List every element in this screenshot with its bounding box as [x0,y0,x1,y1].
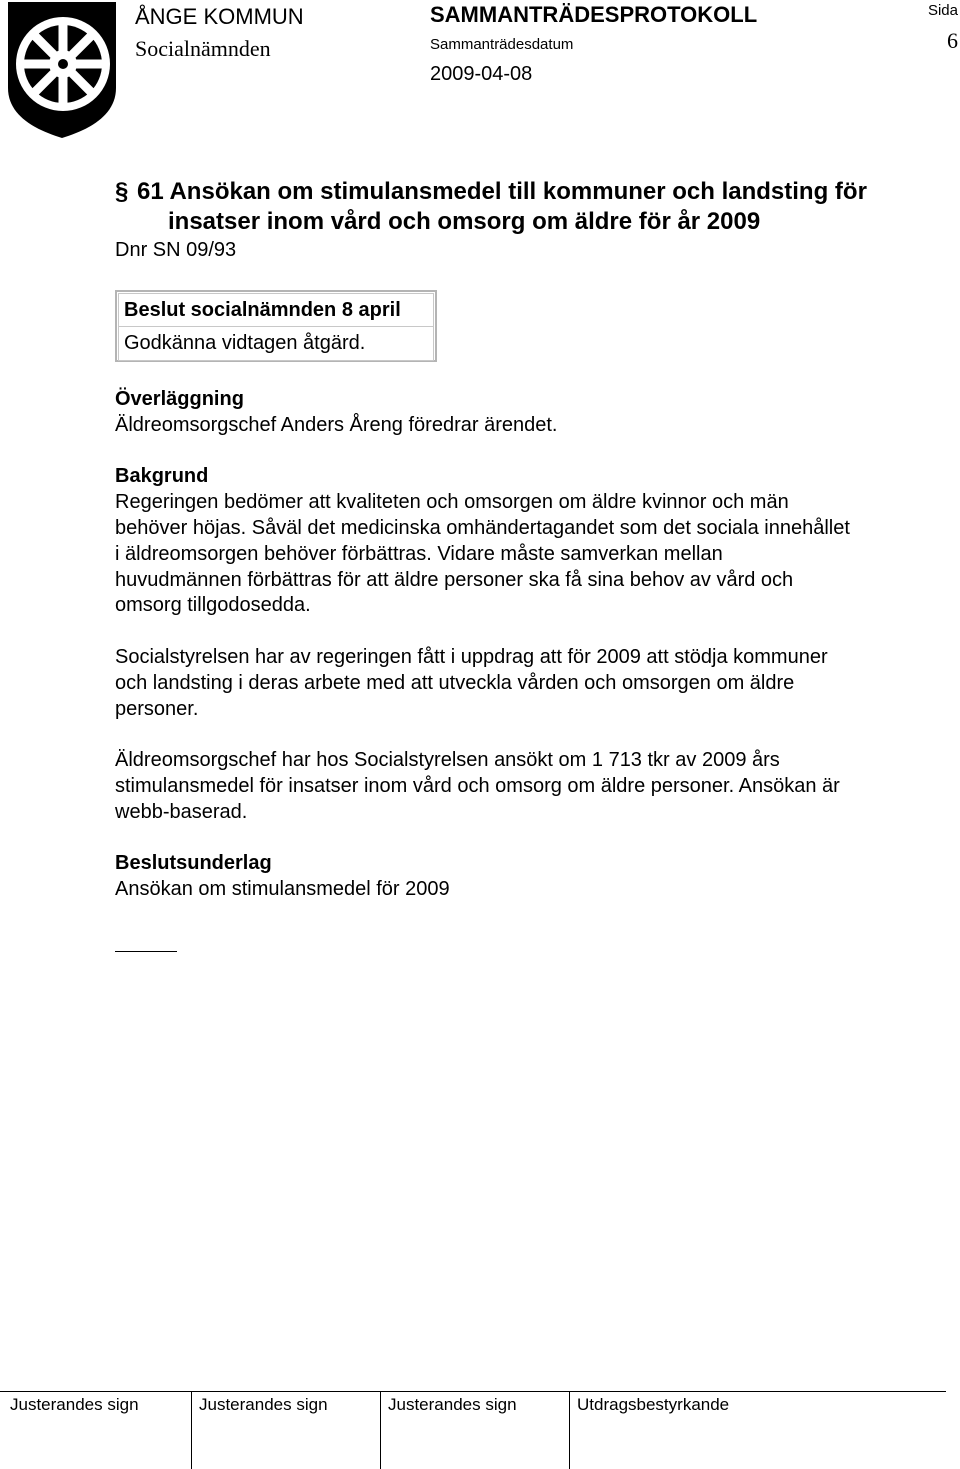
paragraph-line: omsorg tillgodosedda. [115,594,311,617]
section-sign: § [115,178,129,205]
case-title-line-1: 61 Ansökan om stimulansmedel till kommuner och landsting för [137,178,867,205]
page-label: Sida [927,2,958,19]
case-reference-number: Dnr SN 09/93 [115,239,237,261]
wheel-axle [58,59,68,69]
background-section [115,464,960,619]
basis-heading: Beslutsunderlag [115,852,272,875]
end-of-section-rule [115,951,177,952]
paragraph-line: Socialstyrelsen har av regeringen fått i uppdrag att för 2009 att stödja kommuner [115,645,828,668]
paragraph-line: Äldreomsorgschef har hos Socialstyrelsen ansökt om 1 713 tkr av 2009 års [115,749,780,772]
page-number: 6 [947,28,958,53]
decision-text: Godkänna vidtagen åtgärd. [118,327,434,361]
coat-of-arms-icon [6,0,118,140]
paragraph-line: i äldreomsorgen behöver förbättras. Vidare måste samverkan mellan [115,542,723,565]
decision-box [115,290,437,362]
footer-cell-extract-certification: Utdragsbestyrkande [569,1392,946,1469]
paragraph-line: Regeringen bedömer att kvaliteten och omsorgen om äldre kvinnor och män [115,491,789,514]
basis-text: Ansökan om stimulansmedel för 2009 [115,878,450,901]
footer-cell-adjuster-sign-3: Justerandes sign [380,1392,569,1469]
basis-section [115,851,960,903]
committee-name: Socialnämnden [135,36,271,61]
decision-heading: Beslut socialnämnden 8 april [118,293,434,327]
meeting-date-label: Sammanträdesdatum [430,36,574,53]
paragraph-line: webb-baserad. [115,800,248,823]
paragraph-line: behöver höjas. Såväl det medicinska omhändertagandet som det sociala innehållet [115,516,850,539]
background-paragraph-2 [115,645,960,722]
paragraph-line: huvudmännen förbättras för att äldre personer ska få sina behov av vård och [115,568,794,591]
signature-footer [0,1391,946,1469]
meeting-date: 2009-04-08 [430,63,533,85]
document-type: SAMMANTRÄDESPROTOKOLL [430,2,758,27]
background-heading: Bakgrund [115,465,209,488]
deliberation-text: Äldreomsorgschef Anders Åreng föredrar ärendet. [115,413,558,436]
paragraph-line: stimulansmedel för insatser inom vård och omsorg om äldre personer. Ansökan är [115,774,840,797]
municipality-name: ÅNGE KOMMUN [135,4,304,29]
paragraph-line: personer. [115,697,199,720]
case-title-line-2: insatser inom vård och omsorg om äldre för år 2009 [168,208,761,235]
case-body [115,387,960,903]
footer-cell-adjuster-sign-2: Justerandes sign [191,1392,380,1469]
paragraph-line: och landsting i deras arbete med att utveckla vården och omsorgen om äldre [115,671,795,694]
footer-cell-adjuster-sign-1: Justerandes sign [10,1395,139,1414]
background-paragraph-3 [115,748,960,825]
deliberation-heading: Överläggning [115,388,244,410]
deliberation-section [115,387,960,439]
